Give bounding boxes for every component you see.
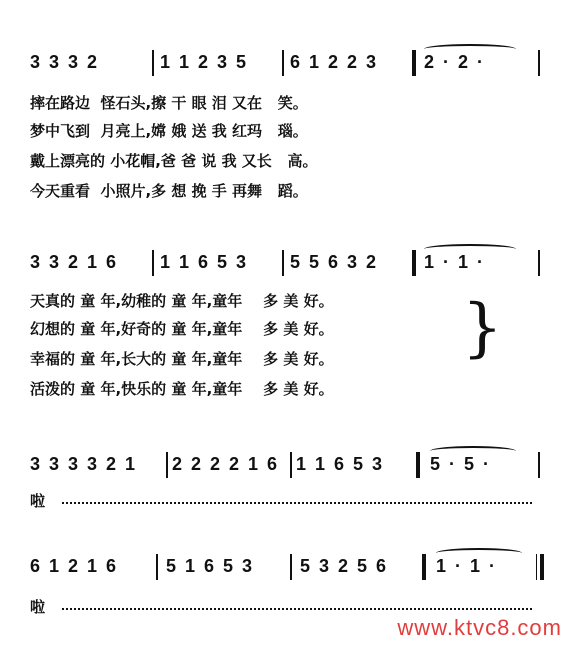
barline [290,554,292,580]
notation-row [0,548,572,588]
barline [412,250,416,276]
barline [422,554,426,580]
final-barline [540,554,544,580]
barline [416,452,420,478]
lyric-chorus-3: 幸福的 童 年,长大的 童 年,童年 多 美 好。 [30,350,334,368]
barline [412,50,416,76]
measure-3: 6 1 2 2 3 [290,52,379,72]
lyric-chorus-4: 活泼的 童 年,快乐的 童 年,童年 多 美 好。 [30,380,334,398]
site-watermark: www.ktvc8.com [397,615,562,640]
lyric-verse-4: 今天重看 小照片,多 想 挽 手 再舞 蹈。 [30,182,308,200]
barline [290,452,292,478]
la-syllable: 啦 [30,492,46,510]
measure-2: 5 1 6 5 3 [166,556,255,576]
measure-2: 1 1 2 3 5 [160,52,249,72]
dotted-continuation-line [62,502,532,504]
measure-1: 3 3 2 1 6 [30,252,119,272]
barline [538,452,540,478]
la-syllable: 啦 [30,598,46,616]
barline [282,250,284,276]
measure-1: 6 1 2 1 6 [30,556,119,576]
final-barline-thin [536,554,537,580]
notation-row [0,244,572,284]
verse-brace: } [462,291,503,365]
lyric-verse-2: 梦中飞到 月亮上,嫦 娥 送 我 红玛 瑙。 [30,122,308,140]
measure-4: 1 · 1 · [436,556,498,576]
measure-4: 1 · 1 · [424,252,486,272]
measure-2: 2 2 2 2 1 6 [172,454,280,474]
measure-1: 3 3 3 2 [30,52,100,72]
notation-row [0,44,572,84]
measure-4: 5 · 5 · [430,454,492,474]
lyric-verse-3: 戴上漂亮的 小花帽,爸 爸 说 我 又长 高。 [30,152,318,170]
barline [152,250,154,276]
barline [152,50,154,76]
barline [166,452,168,478]
barline [156,554,158,580]
barline [538,250,540,276]
measure-3: 5 5 6 3 2 [290,252,379,272]
measure-4: 2 · 2 · [424,52,486,72]
barline [282,50,284,76]
barline [538,50,540,76]
notation-row [0,446,572,486]
lyric-chorus-2: 幻想的 童 年,好奇的 童 年,童年 多 美 好。 [30,320,334,338]
measure-3: 1 1 6 5 3 [296,454,385,474]
measure-1: 3 3 3 3 2 1 [30,454,138,474]
dotted-continuation-line [62,608,532,610]
measure-2: 1 1 6 5 3 [160,252,249,272]
lyric-verse-1: 摔在路边 怪石头,擦 干 眼 泪 又在 笑。 [30,94,308,112]
measure-3: 5 3 2 5 6 [300,556,389,576]
lyric-chorus-1: 天真的 童 年,幼稚的 童 年,童年 多 美 好。 [30,292,334,310]
